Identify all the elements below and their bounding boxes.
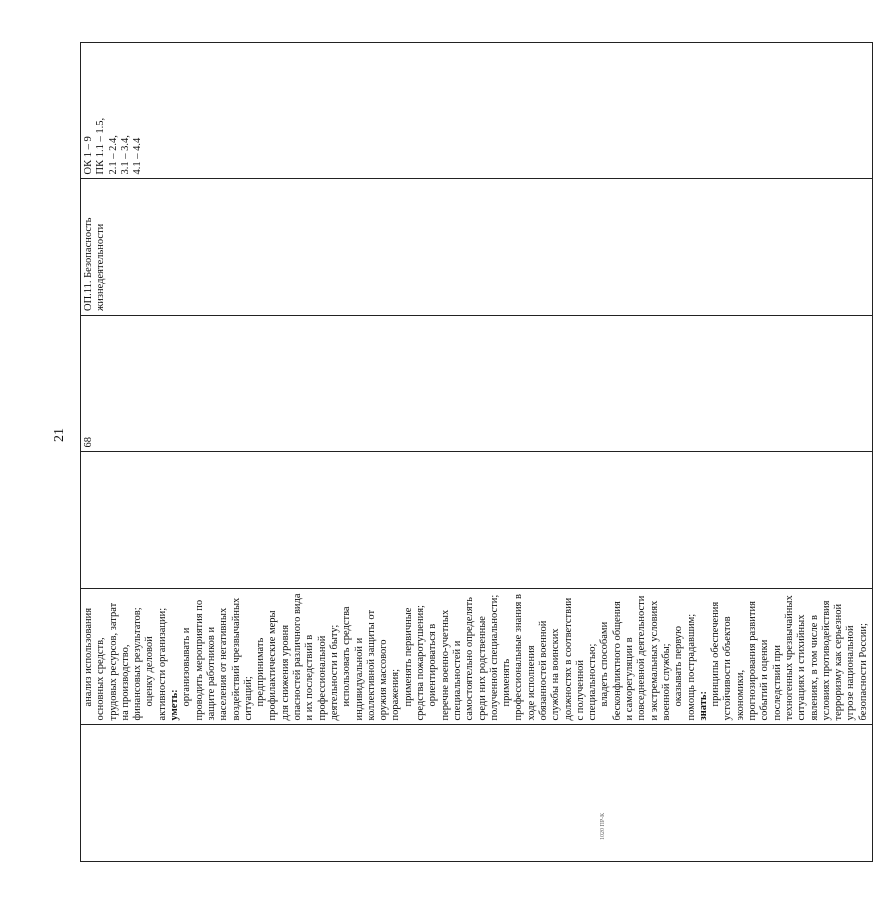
cell-empty-mid: [81, 452, 873, 589]
umet-label: уметь:: [169, 689, 181, 721]
competency-line: 2.1 – 2.4,: [107, 135, 119, 175]
znat-label: знать:: [697, 691, 709, 721]
competency-line: ОК 1 – 9: [83, 136, 94, 175]
page-number: 21: [52, 428, 67, 442]
cell-content: [81, 589, 873, 726]
umet-item: применять профессиональные знания в ходе исполнения обязанностей военной службы на воинских должностях в соответствии с полученной специальностью;: [501, 594, 599, 721]
competency-line: ПК 1.1 – 1.5,: [95, 117, 107, 175]
competency-line: 3.1 – 3.4,: [119, 135, 131, 175]
umet-item: применять первичные средства пожаротушения;: [402, 605, 427, 721]
umet-item: ориентироваться в перечне военно-учетных специальностей и самостоятельно определять среди них родственные полученной специальности;: [427, 594, 500, 721]
cell-discipline: ОП.11. Безопасность жизнедеятельности: [81, 179, 873, 316]
cell-competencies: [81, 43, 873, 180]
cell-empty-left: [81, 725, 873, 862]
znat-item: принципы обеспечения устойчивости объектов экономики, прогнозирования развития событий и оценки последствий при техногенных чрезвычайных ситуациях и стихийных явлениях, в том числе в условиях противодействия терроризму как серьезной угрозе национальной безопасности России;: [710, 595, 869, 721]
umet-item: оказывать первую помощь пострадавшим;: [673, 613, 697, 721]
document-stamp: 1020 ПР-К: [600, 812, 606, 840]
top-line: анализ использования основных средств, трудовых ресурсов, затрат на производство, финансовых результатов;: [83, 602, 144, 721]
umet-item: использовать средства индивидуальной и коллективной защиты от оружия массового поражения;: [341, 606, 402, 721]
top-line: оценку деловой активности организации;: [144, 607, 168, 721]
competency-line: 4.1 – 4.4: [132, 137, 144, 175]
cell-hours: 68: [81, 316, 873, 453]
umet-item: владеть способами бесконфликтного общения и саморегуляции в повседневной деятельности и экстремальных условиях военной службы;: [599, 595, 672, 721]
umet-item: организовывать и проводить мероприятия по защите работников и населения от негативных воздействий чрезвычайных ситуаций;: [181, 597, 254, 721]
umet-item: предпринимать профилактические меры для снижения уровня опасностей различного вида и их последствий в профессиональной деятельности и быту;: [255, 593, 340, 721]
